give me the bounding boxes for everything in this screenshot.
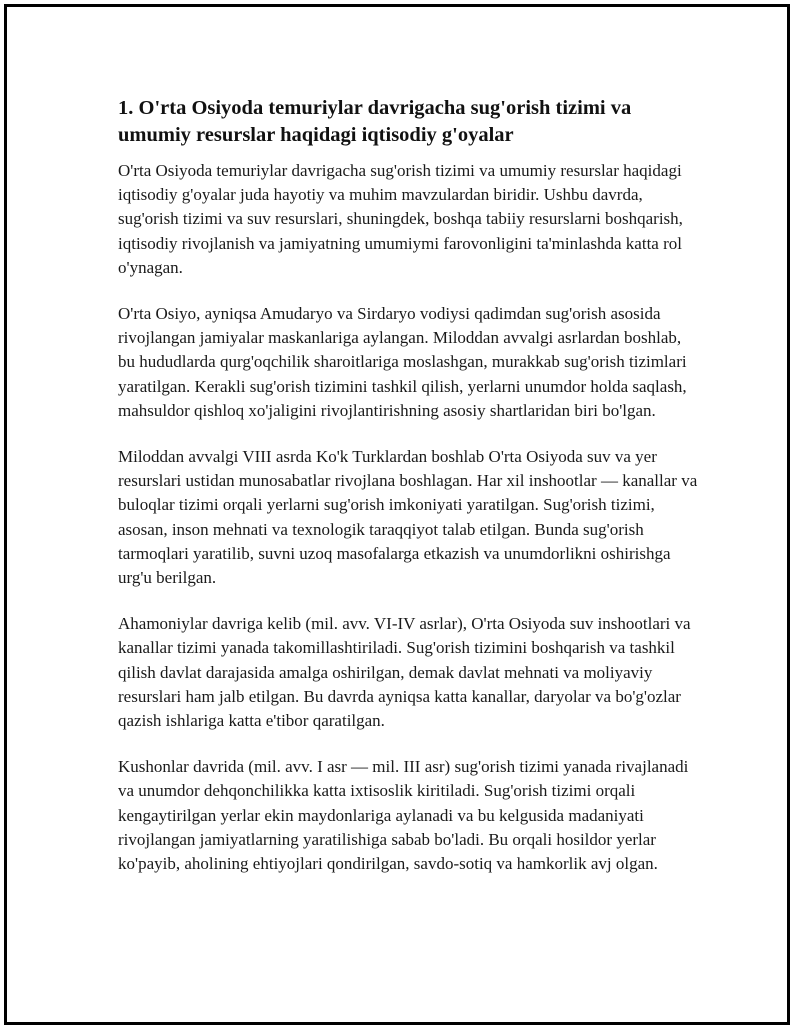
paragraph-4: Ahamoniylar davriga kelib (mil. avv. VI-IV asrlar), O'rta Osiyoda suv inshootlari va kanallar tizimi yanada takomillashtiriladi. Sug'orish tizimini boshqarish va tashkil qilish davlat darajasida amalga oshirilgan, demak davlat mehnati va moliyaviy resurslari ham jalb etilgan. Bu davrda ayniqsa katta kanallar, daryolar va bo'g'ozlar qazish ishlariga katta e'tibor qaratilgan. <box>118 614 691 731</box>
paragraph-1: O'rta Osiyoda temuriylar davrigacha sug'orish tizimi va umumiy resurslar haqidagi iqtisodiy g'oyalar juda hayotiy va muhim mavzulardan biridir. Ushbu davrda, sug'orish tizimi va suv resurslari, shuningdek, boshqa tabiiy resurslarni boshqarish, iqtisodiy rivojlanish va jamiyatning umumiymi farovonligini ta'minlashda katta rol o'ynagan. <box>118 161 683 277</box>
document-body <box>118 95 698 898</box>
paragraph-5: Kushonlar davrida (mil. avv. I asr — mil. III asr) sug'orish tizimi yanada rivajlanadi va unumdor dehqonchilikka katta ixtisoslik kiritiladi. Sug'orish tizimi orqali kengaytirilgan yerlar ekin maydonlariga aylanadi va bu kelgusida madaniyati rivojlangan jamiyatlarning yaratilishiga sabab bo'ladi. Bu orqali hosildor yerlar ko'payib, aholining ehtiyojlari qondirilgan, savdo-sotiq va hamkorlik avj olgan. <box>118 757 689 874</box>
paragraph-2: O'rta Osiyo, ayniqsa Amudaryo va Sirdaryo vodiysi qadimdan sug'orish asosida rivojlangan jamiyalar maskanlariga aylangan. Miloddan avvalgi asrlardan boshlab, bu hududlarda qurg'oqchilik sharoitlariga moslashgan, murakkab sug'orish tizimlari yaratilgan. Kerakli sug'orish tizimini tashkil qilish, yerlarni unumdor holda saqlash, mahsuldor qishloq xo'jaligini rivojlantirishning asosiy shartlaridan biri bo'lgan. <box>118 304 687 420</box>
section-heading: 1. O'rta Osiyoda temuriylar davrigacha sug'orish tizimi va umumiy resurslar haqidagi iqtisodiy g'oyalar <box>118 97 632 146</box>
paragraph-3: Miloddan avvalgi VIII asrda Ko'k Turklardan boshlab O'rta Osiyoda suv va yer resurslari ustidan munosabatlar rivojlana boshlagan. Har xil inshootlar — kanallar va buloqlar tizimi orqali yerlarni sug'orish imkoniyati yaratilgan. Sug'orish tizimi, asosan, inson mehnati va texnologik taraqqiyot talab etilgan. Bunda sug'orish tarmoqlari yaratilib, suvni uzoq masofalarga etkazish va unumdorlikni oshirishga urg'u berilgan. <box>118 447 698 588</box>
